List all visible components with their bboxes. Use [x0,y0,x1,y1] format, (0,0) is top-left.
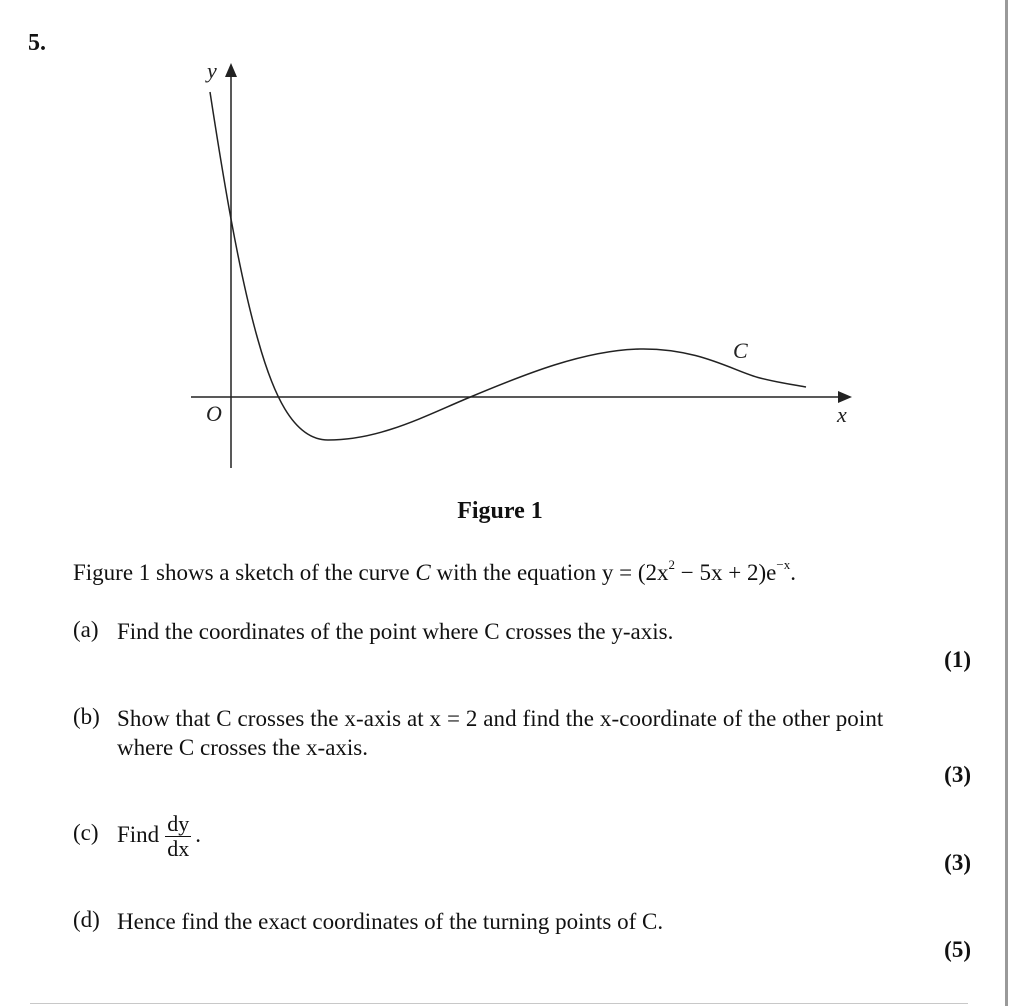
part-b-text-line2: where C crosses the x-axis. [117,735,369,760]
equation-exponent-2: 2 [668,557,676,572]
fraction-numerator: dy [167,811,190,837]
intro-text-middle: with the equation [430,560,602,585]
dy-dx-fraction [165,812,191,861]
page-bottom-rule [30,1003,968,1004]
part-b-label: (b) [73,704,100,729]
part-d-label: (d) [73,907,100,932]
curve-c [210,92,806,440]
fraction-denominator: dx [167,836,190,862]
part-c-end: . [195,822,201,847]
part-b-marks: (3) [944,762,971,787]
equation-middle: − 5x + 2)e [675,560,777,585]
part-d-text: Hence find the exact coordinates of the turning points of C. [117,909,664,934]
intro-curve-name: C [415,560,431,585]
equation-end: . [790,560,796,585]
x-axis-label: x [837,402,847,427]
intro-equation [601,557,796,585]
intro-text-before: Figure 1 shows a sketch of the curve [73,560,416,585]
part-c-label: (c) [73,820,99,845]
part-c-find: Find [117,822,160,847]
part-a-marks: (1) [944,647,971,672]
intro-sentence [73,558,796,587]
part-a-label: (a) [73,617,99,642]
origin-label: O [206,401,222,426]
figure-caption: Figure 1 [457,498,543,524]
figure-1-sketch [0,0,1009,490]
y-axis-arrow [225,63,237,77]
equation-exponent-neg-x: −x [776,557,791,572]
part-c-text [117,806,201,864]
part-c-marks: (3) [944,850,971,875]
equation-main: y = (2x [601,560,669,585]
question-number: 5. [28,30,46,56]
part-a-text: Find the coordinates of the point where C crosses the y-axis. [117,619,674,644]
part-d-marks: (5) [944,937,971,962]
curve-c-label: C [733,338,748,363]
part-b-text-line1: Show that C crosses the x-axis at x = 2 and find the x-coordinate of the other point [117,706,884,731]
y-axis-label: y [207,58,217,83]
